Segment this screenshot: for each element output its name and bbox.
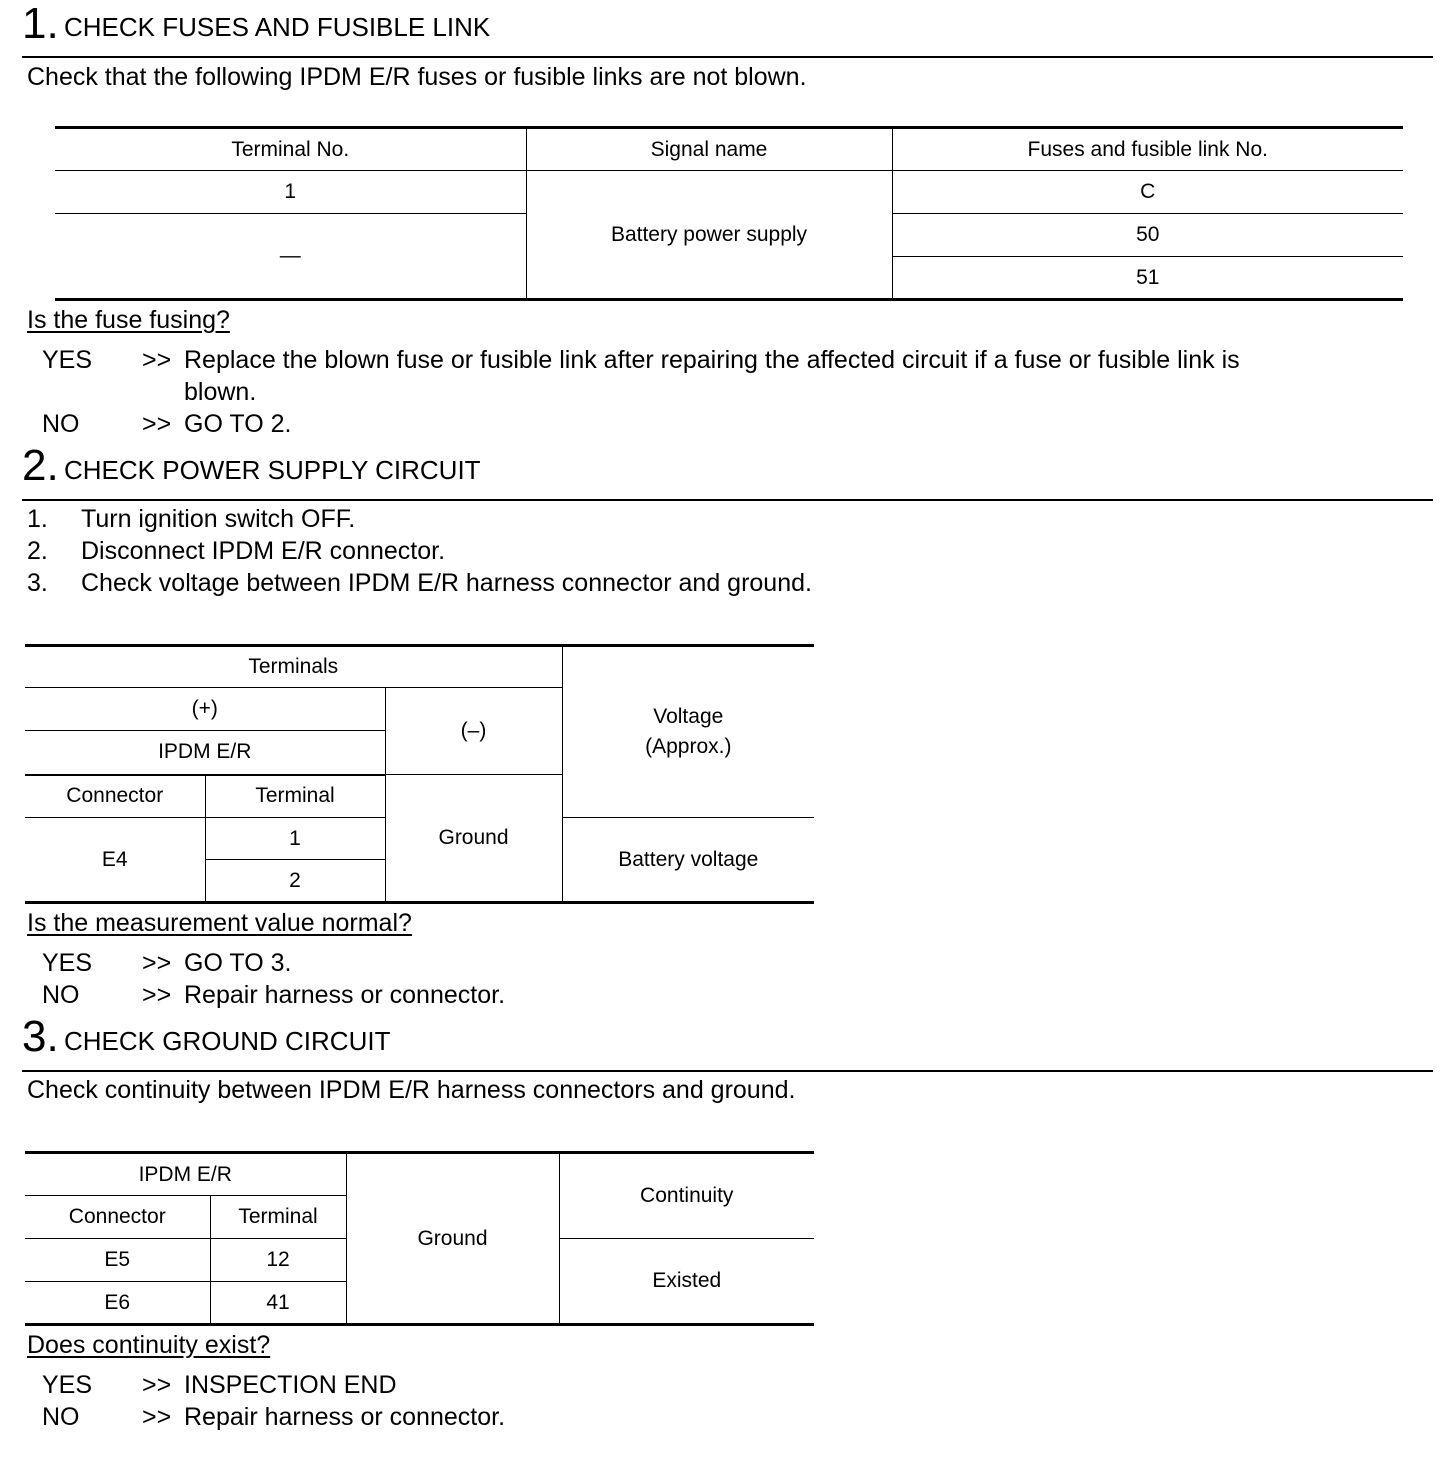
header-continuity: Continuity bbox=[559, 1153, 814, 1239]
step2-number: 2. bbox=[22, 441, 59, 490]
fuse-cell: C bbox=[892, 171, 1403, 214]
terminal-cell: 41 bbox=[210, 1282, 346, 1325]
answer-yes-label: YES bbox=[42, 949, 93, 977]
header-connector: Connector bbox=[25, 775, 205, 818]
fuse-table bbox=[55, 126, 1403, 301]
terminal-cell: 12 bbox=[210, 1239, 346, 1282]
header-terminals: Terminals bbox=[25, 646, 562, 688]
answer-no-label: NO bbox=[42, 1403, 80, 1431]
answer-yes-text: GO TO 3. bbox=[184, 949, 292, 977]
step2-divider bbox=[22, 499, 1433, 501]
header-fuse-no: Fuses and fusible link No. bbox=[892, 128, 1403, 171]
step1-divider bbox=[22, 56, 1433, 58]
list-item: Turn ignition switch OFF. bbox=[81, 505, 356, 533]
answer-yes-text-cont: blown. bbox=[184, 378, 257, 406]
fuse-cell: 50 bbox=[892, 214, 1403, 257]
step2-question: Is the measurement value normal? bbox=[27, 909, 412, 937]
header-terminal: Terminal bbox=[205, 775, 385, 818]
fuse-cell: 51 bbox=[892, 257, 1403, 300]
ground-cell: Ground bbox=[385, 775, 562, 903]
answer-no-label: NO bbox=[42, 981, 80, 1009]
answer-arrow: >> bbox=[142, 949, 172, 977]
header-signal-name: Signal name bbox=[526, 128, 892, 171]
answer-arrow: >> bbox=[142, 1403, 172, 1431]
connector-cell: E4 bbox=[25, 818, 205, 903]
answer-no-text: Repair harness or connector. bbox=[184, 981, 506, 1009]
voltage-value-cell: Battery voltage bbox=[562, 818, 814, 903]
existed-cell: Existed bbox=[559, 1239, 814, 1325]
answer-yes-text: Replace the blown fuse or fusible link after repairing the affected circuit if a fuse or fusible link is bbox=[184, 346, 1240, 374]
answer-arrow: >> bbox=[142, 1371, 172, 1399]
header-terminal-no: Terminal No. bbox=[55, 128, 526, 171]
step1-instruction: Check that the following IPDM E/R fuses or fusible links are not blown. bbox=[27, 63, 807, 91]
header-ipdm: IPDM E/R bbox=[25, 731, 385, 775]
connector-cell: E6 bbox=[25, 1282, 210, 1325]
approx-label: (Approx.) bbox=[645, 735, 732, 758]
answer-arrow: >> bbox=[142, 346, 172, 374]
answer-arrow: >> bbox=[142, 410, 172, 438]
list-item: Check voltage between IPDM E/R harness connector and ground. bbox=[81, 569, 812, 597]
step3-divider bbox=[22, 1070, 1433, 1072]
signal-name-cell: Battery power supply bbox=[526, 171, 892, 300]
voltage-label: Voltage bbox=[653, 705, 724, 728]
answer-no-text: GO TO 2. bbox=[184, 410, 292, 438]
step3-title: CHECK GROUND CIRCUIT bbox=[64, 1026, 391, 1056]
ground-cell: Ground bbox=[346, 1153, 559, 1325]
terminal-cell: — bbox=[55, 214, 526, 300]
terminal-cell: 2 bbox=[205, 860, 385, 903]
step1-number: 1. bbox=[22, 0, 59, 48]
header-connector: Connector bbox=[25, 1196, 210, 1239]
terminal-cell: 1 bbox=[205, 818, 385, 860]
list-item: Disconnect IPDM E/R connector. bbox=[81, 537, 446, 565]
answer-yes-label: YES bbox=[42, 1371, 93, 1399]
list-number: 2. bbox=[27, 537, 48, 565]
answer-arrow: >> bbox=[142, 981, 172, 1009]
list-number: 3. bbox=[27, 569, 48, 597]
step3-question: Does continuity exist? bbox=[27, 1331, 271, 1359]
step2-title: CHECK POWER SUPPLY CIRCUIT bbox=[64, 455, 481, 485]
header-minus: (–) bbox=[385, 688, 562, 775]
header-terminal: Terminal bbox=[210, 1196, 346, 1239]
step3-number: 3. bbox=[22, 1012, 59, 1061]
answer-no-label: NO bbox=[42, 410, 80, 438]
step1-question: Is the fuse fusing? bbox=[27, 306, 230, 334]
step3-instruction: Check continuity between IPDM E/R harness connectors and ground. bbox=[27, 1076, 796, 1104]
header-plus: (+) bbox=[25, 688, 385, 731]
list-number: 1. bbox=[27, 505, 48, 533]
step1-title: CHECK FUSES AND FUSIBLE LINK bbox=[64, 12, 491, 42]
connector-cell: E5 bbox=[25, 1239, 210, 1282]
voltage-table bbox=[25, 644, 814, 904]
header-ipdm: IPDM E/R bbox=[25, 1153, 346, 1196]
terminal-cell: 1 bbox=[55, 171, 526, 214]
answer-no-text: Repair harness or connector. bbox=[184, 1403, 506, 1431]
answer-yes-text: INSPECTION END bbox=[184, 1371, 397, 1399]
header-voltage bbox=[562, 646, 814, 818]
answer-yes-label: YES bbox=[42, 346, 93, 374]
continuity-table bbox=[25, 1151, 814, 1326]
